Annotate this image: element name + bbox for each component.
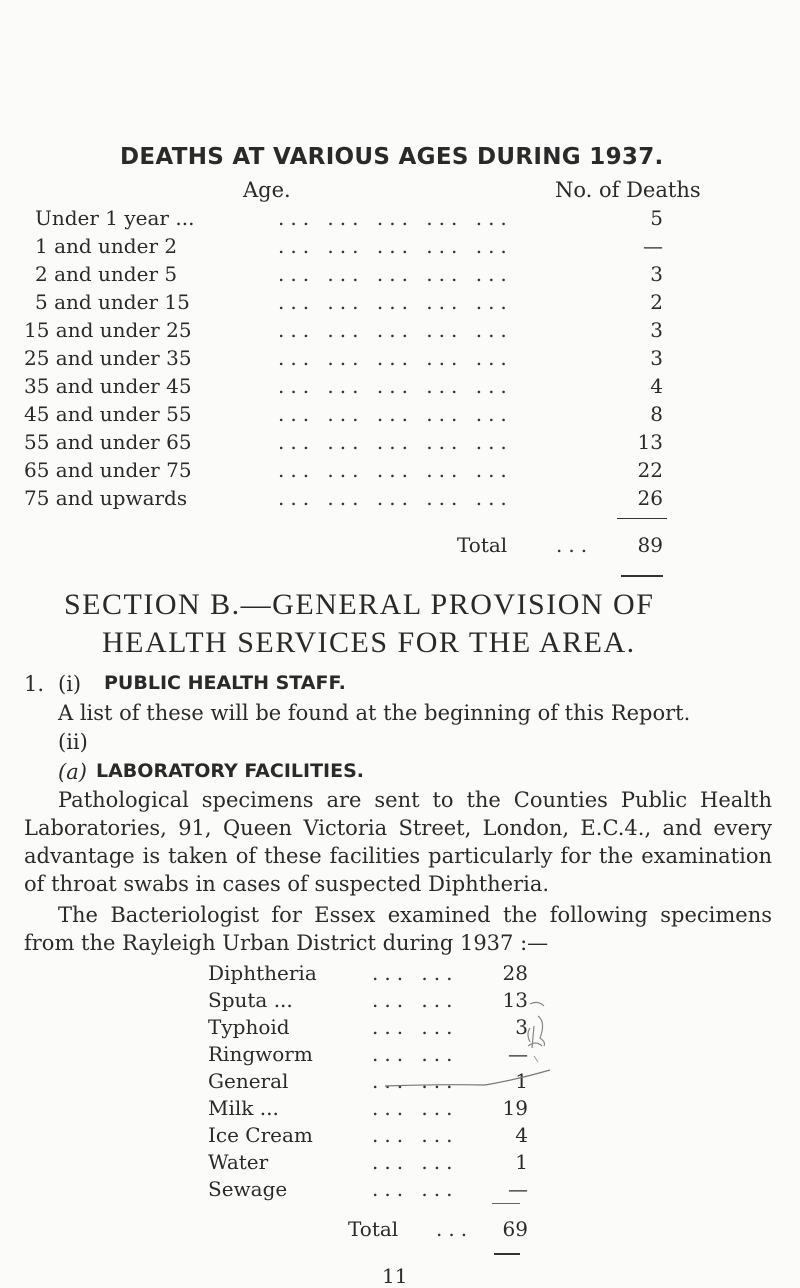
specimen-count: —	[508, 1177, 528, 1201]
specimen-name: Ice Cream	[208, 1123, 313, 1147]
page-number: 11	[382, 1264, 408, 1288]
laboratory-facilities-heading: LABORATORY FACILITIES.	[96, 760, 364, 782]
specimen-count: 28	[502, 961, 528, 985]
death-count: 3	[650, 346, 663, 370]
staff-text: A list of these will be found at the beginning of this Report.	[58, 701, 691, 725]
specimen-count: 1	[515, 1150, 528, 1174]
specimen-name: Ringworm	[208, 1042, 313, 1066]
specimen-count: 1	[515, 1069, 528, 1093]
specimen-name: Water	[208, 1150, 269, 1174]
leader-dots: ... ... ... ... ...	[278, 458, 513, 482]
specimen-name: Sewage	[208, 1177, 288, 1201]
leader-dots: ... ...	[372, 1069, 459, 1093]
age-label: 25 and under 35	[24, 346, 192, 370]
item-ii-label: (ii)	[58, 730, 88, 754]
specimens-total-label: Total	[348, 1217, 399, 1241]
leader-dots: ... ...	[372, 1150, 459, 1174]
death-count: 4	[650, 374, 663, 398]
leader-dots: ... ... ... ... ...	[278, 374, 513, 398]
leader-dots: ... ... ... ... ...	[278, 486, 513, 510]
age-label: 15 and under 25	[24, 318, 192, 342]
age-label: 55 and under 65	[24, 430, 192, 454]
leader-dots: ... ...	[372, 1096, 459, 1120]
age-label: 35 and under 45	[24, 374, 192, 398]
age-column-header: Age.	[243, 178, 291, 202]
deaths-total-value: 89	[637, 533, 663, 557]
leader-dots: ... ...	[372, 1123, 459, 1147]
death-count: 8	[650, 402, 663, 426]
specimen-name: Diphtheria	[208, 961, 317, 985]
section-heading-line2: HEALTH SERVICES FOR THE AREA.	[102, 626, 636, 659]
laboratory-paragraph: Pathological specimens are sent to the Counties Public Health Laboratories, 91, Queen Victoria Street, London, E.C.4., and every advantage is taken of these facilities particularly for the examination of throat swabs in cases of suspected Diphtheria.	[24, 788, 772, 896]
public-health-staff-heading: PUBLIC HEALTH STAFF.	[104, 672, 346, 694]
bacteriologist-paragraph: The Bacteriologist for Essex examined the following specimens from the Rayleigh Urban District during 1937 :—	[24, 903, 772, 955]
leader-dots: ... ... ... ... ...	[278, 430, 513, 454]
leader-dots: ... ...	[372, 961, 459, 985]
specimen-count: 19	[502, 1096, 528, 1120]
leader-dots: ... ...	[372, 988, 459, 1012]
specimen-count: 13	[502, 988, 528, 1012]
death-count: —	[643, 234, 663, 258]
death-count: 2	[650, 290, 663, 314]
section-heading-line1: SECTION B.—GENERAL PROVISION OF	[64, 588, 655, 621]
total-rule	[617, 518, 667, 519]
specimens-total-value: 69	[502, 1217, 528, 1241]
age-label: 75 and upwards	[24, 486, 188, 510]
specimen-name: General	[208, 1069, 289, 1093]
death-count: 3	[650, 262, 663, 286]
specimen-count: 4	[515, 1123, 528, 1147]
death-count: 5	[650, 206, 663, 230]
page-title: DEATHS AT VARIOUS AGES DURING 1937.	[120, 144, 664, 170]
age-label: 5 and under 15	[35, 290, 190, 314]
leader-dots: ... ...	[372, 1015, 459, 1039]
age-label: 1 and under 2	[35, 234, 178, 258]
leader-dots: ... ... ... ... ...	[278, 402, 513, 426]
total-underline	[494, 1253, 520, 1255]
death-count: 26	[637, 486, 663, 510]
total-underline	[621, 575, 663, 577]
item-sub-label: (i)	[58, 672, 82, 696]
specimen-name: Sputa ...	[208, 988, 293, 1012]
specimen-count: —	[508, 1042, 528, 1066]
death-count: 3	[650, 318, 663, 342]
leader-dots: ... ... ... ... ...	[278, 346, 513, 370]
age-label: 45 and under 55	[24, 402, 192, 426]
age-label: Under 1 year ...	[35, 206, 195, 230]
leader-dots: ... ... ... ... ...	[278, 290, 513, 314]
item-number: 1.	[24, 672, 45, 696]
death-count: 13	[637, 430, 663, 454]
age-label: 65 and under 75	[24, 458, 192, 482]
leader-dots: ... ... ... ... ...	[278, 318, 513, 342]
leader-dots: ... ... ... ... ...	[278, 234, 513, 258]
specimen-name: Typhoid	[208, 1015, 290, 1039]
specimen-count: 3	[515, 1015, 528, 1039]
pencil-annotation	[380, 1000, 560, 1100]
specimen-name: Milk ...	[208, 1096, 279, 1120]
item-a-label: (a)	[58, 760, 87, 784]
leader-dots: ... ...	[372, 1042, 459, 1066]
leader-dots: ... ... ... ... ...	[278, 262, 513, 286]
leader-dots: ...	[556, 533, 594, 557]
leader-dots: ... ... ... ... ...	[278, 206, 513, 230]
age-label: 2 and under 5	[35, 262, 178, 286]
death-count: 22	[637, 458, 663, 482]
leader-dots: ...	[436, 1217, 474, 1241]
leader-dots: ... ...	[372, 1177, 459, 1201]
deaths-column-header: No. of Deaths	[555, 178, 701, 202]
total-rule	[492, 1203, 520, 1204]
deaths-total-label: Total	[457, 533, 508, 557]
